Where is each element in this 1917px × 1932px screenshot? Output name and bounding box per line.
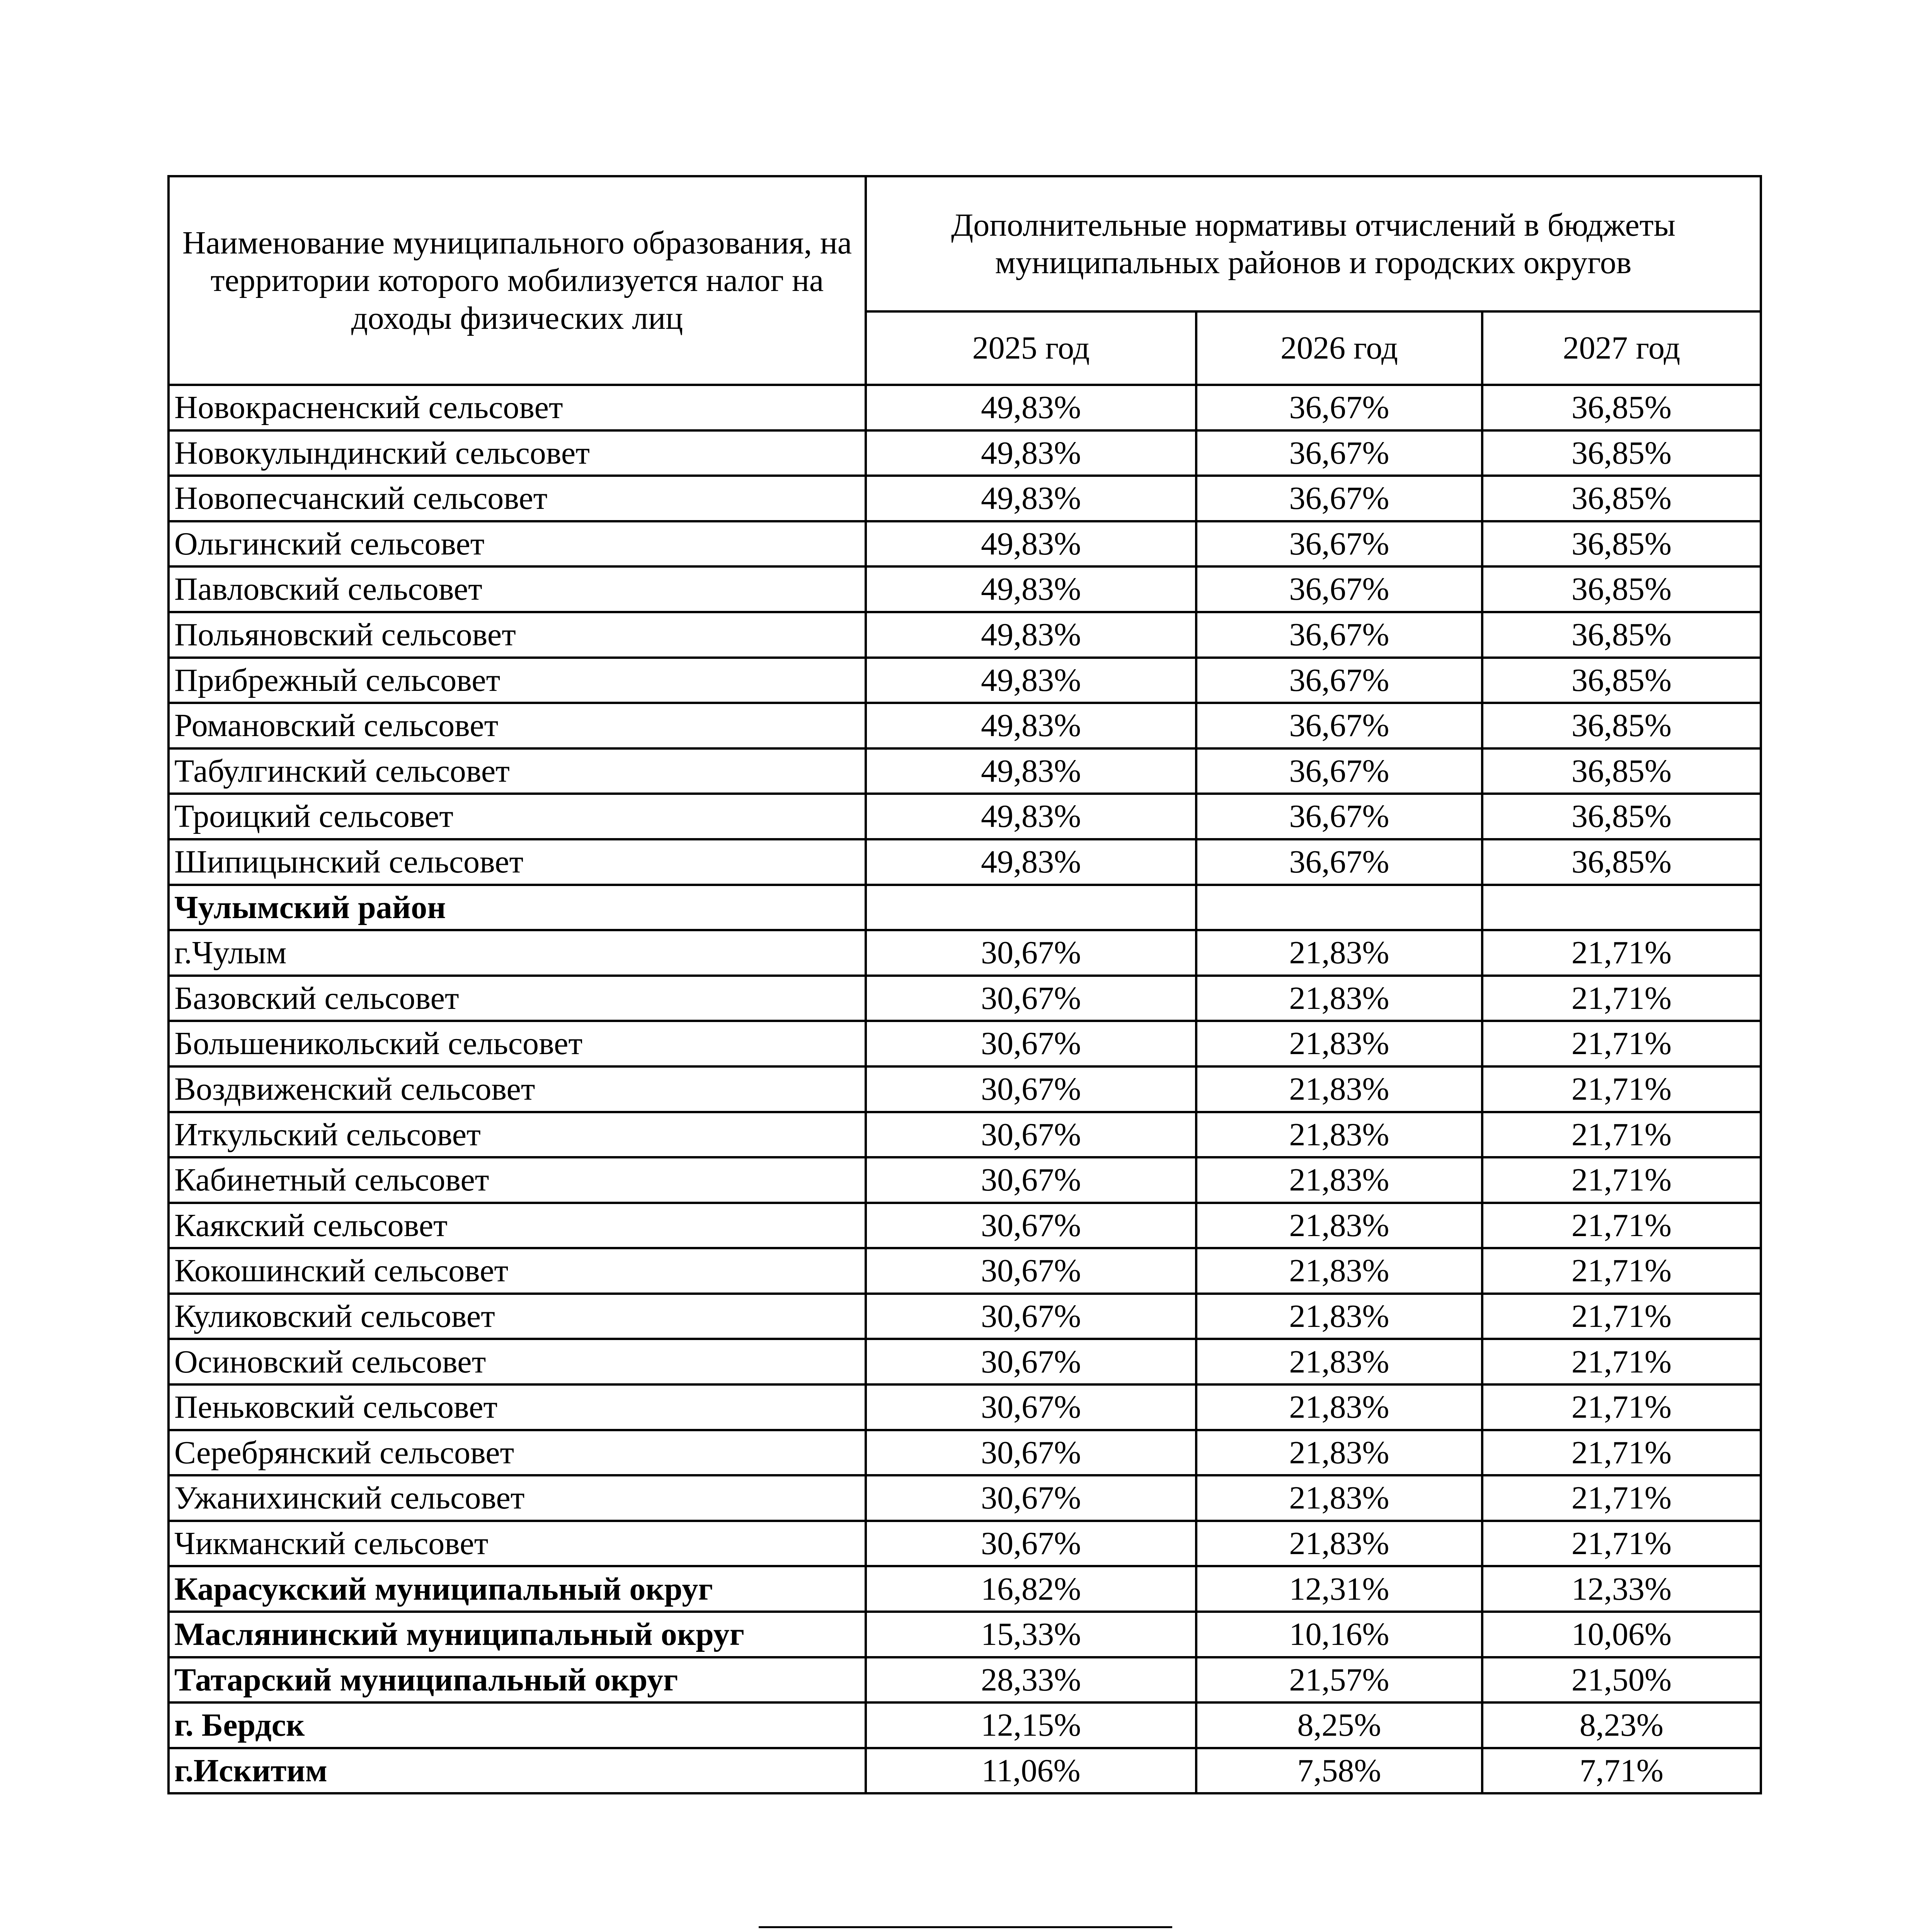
- row-value-2025: 30,67%: [866, 1521, 1196, 1566]
- row-name: Каякский сельсовет: [169, 1203, 866, 1248]
- row-name: Серебрянский сельсовет: [169, 1430, 866, 1476]
- row-name: Куликовский сельсовет: [169, 1294, 866, 1339]
- row-value-2027: 12,33%: [1482, 1566, 1761, 1612]
- row-value-2025: 49,83%: [866, 430, 1196, 476]
- table-row: [169, 521, 1761, 567]
- row-value-2027: 36,85%: [1482, 385, 1761, 430]
- row-value-2025: 30,67%: [866, 976, 1196, 1021]
- row-value-2026: 7,58%: [1196, 1748, 1482, 1794]
- row-value-2026: 21,83%: [1196, 976, 1482, 1021]
- row-value-2027: 36,85%: [1482, 658, 1761, 703]
- table-row: [169, 1612, 1761, 1657]
- row-value-2026: 21,57%: [1196, 1657, 1482, 1703]
- table-row: [169, 1339, 1761, 1384]
- row-value-2026: 21,83%: [1196, 1203, 1482, 1248]
- row-value-2026: 21,83%: [1196, 1021, 1482, 1066]
- table-body: [169, 385, 1761, 1793]
- row-value-2026: 21,83%: [1196, 1521, 1482, 1566]
- row-value-2027: [1482, 885, 1761, 930]
- budget-table: [167, 175, 1762, 1794]
- row-value-2027: 36,85%: [1482, 430, 1761, 476]
- row-value-2025: 30,67%: [866, 1475, 1196, 1521]
- row-value-2025: 30,67%: [866, 1112, 1196, 1158]
- header-year-2026: 2026 год: [1196, 311, 1482, 385]
- row-name: Чулымский район: [169, 885, 866, 930]
- row-name: Татарский муниципальный округ: [169, 1657, 866, 1703]
- row-value-2026: 8,25%: [1196, 1702, 1482, 1748]
- table-row: [169, 885, 1761, 930]
- header-row-top: [169, 176, 1761, 311]
- row-value-2027: 21,71%: [1482, 1021, 1761, 1066]
- table-row: [169, 1112, 1761, 1158]
- table-row: [169, 839, 1761, 885]
- row-value-2027: 36,85%: [1482, 794, 1761, 839]
- row-name: Польяновский сельсовет: [169, 612, 866, 658]
- row-value-2026: 21,83%: [1196, 1248, 1482, 1294]
- row-value-2027: 36,85%: [1482, 612, 1761, 658]
- row-name: Шипицынский сельсовет: [169, 839, 866, 885]
- row-value-2027: 21,71%: [1482, 1203, 1761, 1248]
- header-name-column: Наименование муниципального образования, на территории которого мобилизуется налог на доходы физических лиц: [169, 176, 866, 385]
- row-name: Осиновский сельсовет: [169, 1339, 866, 1384]
- row-value-2025: 30,67%: [866, 1248, 1196, 1294]
- table-row: [169, 612, 1761, 658]
- row-value-2027: 21,71%: [1482, 1521, 1761, 1566]
- row-name: Иткульский сельсовет: [169, 1112, 866, 1158]
- row-name: г. Бердск: [169, 1702, 866, 1748]
- row-value-2027: 21,71%: [1482, 1248, 1761, 1294]
- row-value-2025: 30,67%: [866, 930, 1196, 976]
- row-value-2026: 21,83%: [1196, 930, 1482, 976]
- row-value-2026: 36,67%: [1196, 566, 1482, 612]
- row-value-2027: 36,85%: [1482, 566, 1761, 612]
- row-value-2025: 49,83%: [866, 566, 1196, 612]
- row-value-2026: 21,83%: [1196, 1339, 1482, 1384]
- row-name: Романовский сельсовет: [169, 703, 866, 748]
- row-value-2025: 30,67%: [866, 1384, 1196, 1430]
- end-of-document-line: [759, 1926, 1172, 1928]
- table-row: [169, 1702, 1761, 1748]
- row-name: Павловский сельсовет: [169, 566, 866, 612]
- table-row: [169, 566, 1761, 612]
- header-group-title: Дополнительные нормативы отчислений в бюджеты муниципальных районов и городских округов: [866, 176, 1761, 311]
- row-value-2027: 21,71%: [1482, 1339, 1761, 1384]
- row-value-2025: 49,83%: [866, 521, 1196, 567]
- row-value-2027: 21,71%: [1482, 1294, 1761, 1339]
- table-row: [169, 1566, 1761, 1612]
- row-value-2026: 10,16%: [1196, 1612, 1482, 1657]
- row-value-2026: 36,67%: [1196, 521, 1482, 567]
- row-name: Табулгинский сельсовет: [169, 748, 866, 794]
- row-value-2025: 30,67%: [866, 1066, 1196, 1112]
- row-value-2027: 36,85%: [1482, 521, 1761, 567]
- table-row: [169, 1521, 1761, 1566]
- row-value-2025: 30,67%: [866, 1021, 1196, 1066]
- row-name: Большеникольский сельсовет: [169, 1021, 866, 1066]
- row-value-2026: 21,83%: [1196, 1157, 1482, 1203]
- row-value-2027: 7,71%: [1482, 1748, 1761, 1794]
- table-row: [169, 930, 1761, 976]
- table-row: [169, 1248, 1761, 1294]
- row-name: Ужанихинский сельсовет: [169, 1475, 866, 1521]
- row-name: Карасукский муниципальный округ: [169, 1566, 866, 1612]
- row-value-2027: 21,50%: [1482, 1657, 1761, 1703]
- table-row: [169, 703, 1761, 748]
- row-value-2027: 10,06%: [1482, 1612, 1761, 1657]
- table-row: [169, 1384, 1761, 1430]
- row-value-2027: 36,85%: [1482, 839, 1761, 885]
- row-value-2026: 21,83%: [1196, 1294, 1482, 1339]
- row-name: Воздвиженский сельсовет: [169, 1066, 866, 1112]
- row-value-2026: 36,67%: [1196, 612, 1482, 658]
- row-name: Пеньковский сельсовет: [169, 1384, 866, 1430]
- row-name: Кокошинский сельсовет: [169, 1248, 866, 1294]
- table-row: [169, 658, 1761, 703]
- header-year-2025: 2025 год: [866, 311, 1196, 385]
- row-value-2027: 21,71%: [1482, 1066, 1761, 1112]
- header-year-2027: 2027 год: [1482, 311, 1761, 385]
- row-value-2025: 30,67%: [866, 1203, 1196, 1248]
- row-value-2025: 49,83%: [866, 794, 1196, 839]
- row-value-2025: 30,67%: [866, 1430, 1196, 1476]
- row-value-2025: 49,83%: [866, 748, 1196, 794]
- row-name: Чикманский сельсовет: [169, 1521, 866, 1566]
- table-row: [169, 794, 1761, 839]
- row-value-2025: 49,83%: [866, 476, 1196, 521]
- table-row: [169, 976, 1761, 1021]
- row-name: Прибрежный сельсовет: [169, 658, 866, 703]
- row-value-2025: 49,83%: [866, 612, 1196, 658]
- row-name: Базовский сельсовет: [169, 976, 866, 1021]
- row-value-2027: 21,71%: [1482, 1475, 1761, 1521]
- row-value-2025: 16,82%: [866, 1566, 1196, 1612]
- row-value-2025: 11,06%: [866, 1748, 1196, 1794]
- row-value-2025: 49,83%: [866, 839, 1196, 885]
- row-value-2026: 21,83%: [1196, 1112, 1482, 1158]
- row-value-2025: 30,67%: [866, 1294, 1196, 1339]
- row-value-2025: 30,67%: [866, 1157, 1196, 1203]
- row-name: Троицкий сельсовет: [169, 794, 866, 839]
- row-value-2026: 36,67%: [1196, 839, 1482, 885]
- row-name: Новокрасненский сельсовет: [169, 385, 866, 430]
- row-value-2027: 8,23%: [1482, 1702, 1761, 1748]
- row-value-2025: [866, 885, 1196, 930]
- row-name: Новопесчанский сельсовет: [169, 476, 866, 521]
- row-value-2025: 28,33%: [866, 1657, 1196, 1703]
- row-value-2025: 49,83%: [866, 385, 1196, 430]
- row-value-2025: 49,83%: [866, 658, 1196, 703]
- table-row: [169, 1157, 1761, 1203]
- row-value-2026: 21,83%: [1196, 1475, 1482, 1521]
- table-row: [169, 1066, 1761, 1112]
- row-value-2026: 36,67%: [1196, 658, 1482, 703]
- row-value-2027: 21,71%: [1482, 1430, 1761, 1476]
- row-value-2026: 21,83%: [1196, 1066, 1482, 1112]
- row-value-2027: 21,71%: [1482, 1384, 1761, 1430]
- row-value-2027: 36,85%: [1482, 703, 1761, 748]
- table-row: [169, 476, 1761, 521]
- row-value-2026: 12,31%: [1196, 1566, 1482, 1612]
- row-value-2026: [1196, 885, 1482, 930]
- row-value-2026: 36,67%: [1196, 748, 1482, 794]
- row-value-2027: 36,85%: [1482, 748, 1761, 794]
- row-value-2027: 21,71%: [1482, 930, 1761, 976]
- row-value-2026: 21,83%: [1196, 1384, 1482, 1430]
- table-row: [169, 430, 1761, 476]
- row-value-2026: 36,67%: [1196, 476, 1482, 521]
- row-value-2025: 12,15%: [866, 1702, 1196, 1748]
- table-row: [169, 748, 1761, 794]
- table-row: [169, 1475, 1761, 1521]
- table-row: [169, 1203, 1761, 1248]
- row-name: Кабинетный сельсовет: [169, 1157, 866, 1203]
- row-value-2026: 36,67%: [1196, 703, 1482, 748]
- table-row: [169, 1294, 1761, 1339]
- row-value-2027: 21,71%: [1482, 976, 1761, 1021]
- table-row: [169, 1430, 1761, 1476]
- row-name: Маслянинский муниципальный округ: [169, 1612, 866, 1657]
- row-value-2026: 36,67%: [1196, 794, 1482, 839]
- row-value-2026: 21,83%: [1196, 1430, 1482, 1476]
- row-name: Новокулындинский сельсовет: [169, 430, 866, 476]
- row-name: г.Искитим: [169, 1748, 866, 1794]
- row-value-2027: 21,71%: [1482, 1112, 1761, 1158]
- table-row: [169, 1748, 1761, 1794]
- row-value-2025: 15,33%: [866, 1612, 1196, 1657]
- table-header: [169, 176, 1761, 385]
- row-value-2025: 49,83%: [866, 703, 1196, 748]
- row-value-2027: 21,71%: [1482, 1157, 1761, 1203]
- row-value-2025: 30,67%: [866, 1339, 1196, 1384]
- table-row: [169, 385, 1761, 430]
- table-row: [169, 1021, 1761, 1066]
- row-value-2026: 36,67%: [1196, 385, 1482, 430]
- row-name: Ольгинский сельсовет: [169, 521, 866, 567]
- table-row: [169, 1657, 1761, 1703]
- row-value-2026: 36,67%: [1196, 430, 1482, 476]
- row-name: г.Чулым: [169, 930, 866, 976]
- row-value-2027: 36,85%: [1482, 476, 1761, 521]
